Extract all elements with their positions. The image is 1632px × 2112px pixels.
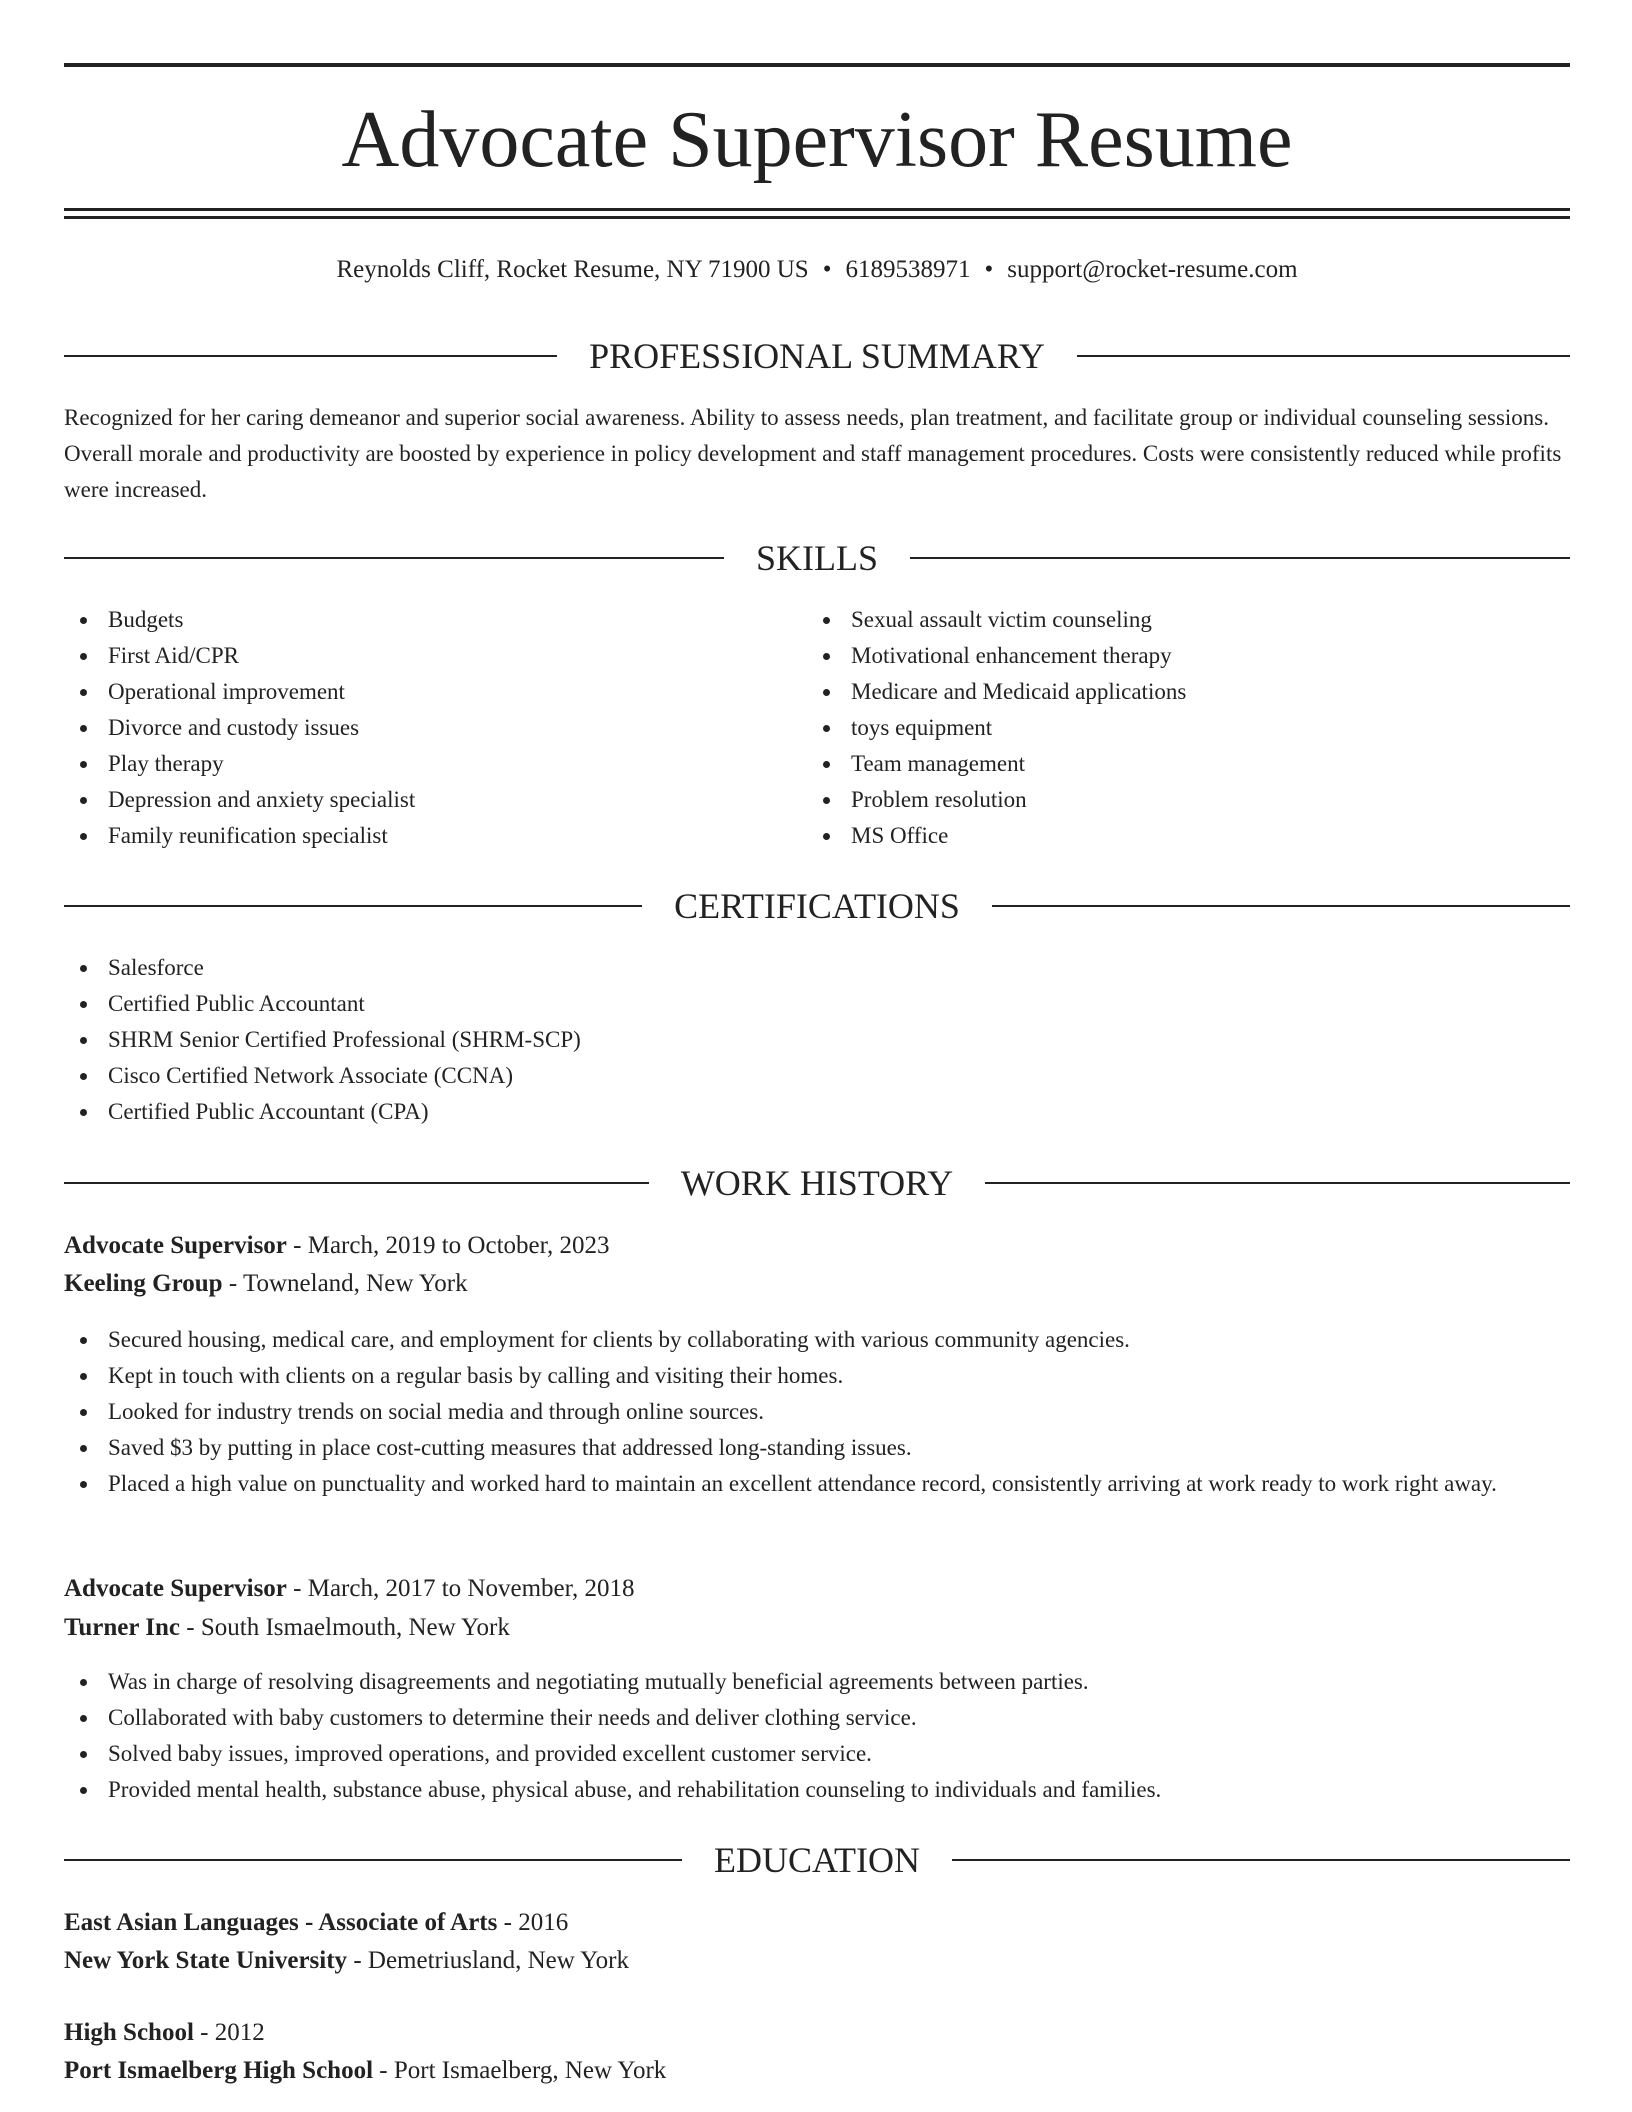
education-degree-line [64,1904,1570,1942]
heading-rule [992,905,1570,907]
contact-phone: 6189538971 [845,256,971,283]
summary-text: Recognized for her caring demeanor and superior social awareness. Ability to assess needs, plan treatment, and facilitate group or individual counseling sessions. Overall morale and productivity are boosted by experience in policy development and staff management procedures. Costs were consistently reduced while profits were increased. [64,405,1562,502]
education-school: Port Ismaelberg High School [64,2057,374,2084]
job-bullet: Was in charge of resolving disagreements and negotiating mutually beneficial agreements between parties. [64,1664,1570,1700]
section-heading-education [64,1838,1570,1882]
certification-item: Salesforce [64,950,1570,986]
skill-item: Operational improvement [64,674,804,710]
education-degree-line [64,2014,1570,2052]
resume-title: Advocate Supervisor Resume [341,96,1293,184]
education-degree: East Asian Languages - Associate of Arts [64,1909,498,1936]
job-bullet: Collaborated with baby customers to determine their needs and deliver clothing service. [64,1700,1570,1736]
job-title: Advocate Supervisor [64,1575,287,1602]
heading-rule [952,1859,1570,1861]
job-company: Turner Inc [64,1614,181,1641]
job-bullets [64,1322,1570,1502]
top-rule [64,63,1570,67]
heading-rule [64,355,557,357]
heading-rule [64,1182,649,1184]
job-company-line [64,1609,1570,1647]
job-bullets [64,1664,1570,1808]
skill-item: toys equipment [807,710,1567,746]
job-bullet: Provided mental health, substance abuse, physical abuse, and rehabilitation counseling to individuals and families. [64,1772,1570,1808]
section-heading-summary [64,334,1570,378]
job-bullet: Looked for industry trends on social media and through online sources. [64,1394,1570,1430]
skill-item: Divorce and custody issues [64,710,804,746]
skill-item: Family reunification specialist [64,818,804,854]
section-heading-skills [64,536,1570,580]
title-rule-lower [64,216,1570,219]
job-title-line [64,1570,1570,1608]
skill-item: Problem resolution [807,782,1567,818]
heading-rule [64,905,642,907]
education-location: - Demetriusland, New York [347,1947,629,1974]
job-dates: - March, 2019 to October, 2023 [286,1232,610,1259]
job-bullet: Kept in touch with clients on a regular basis by calling and visiting their homes. [64,1358,1570,1394]
section-title: EDUCATION [714,1840,920,1880]
skill-item: MS Office [807,818,1567,854]
contact-address: Reynolds Cliff, Rocket Resume, NY 71900 US [336,256,809,283]
contact-separator: • [822,256,832,283]
section-title: SKILLS [756,538,879,578]
job-bullet: Saved $3 by putting in place cost-cutting measures that addressed long-standing issues. [64,1430,1570,1466]
education-degree: High School [64,2019,194,2046]
education-school-line [64,1942,1570,1980]
skill-item: Team management [807,746,1567,782]
skill-item: First Aid/CPR [64,638,804,674]
job-bullet: Placed a high value on punctuality and worked hard to maintain an excellent attendance record, consistently arriving at work ready to work right away. [64,1466,1570,1502]
heading-rule [64,1859,682,1861]
title-rule-upper [64,208,1570,211]
education-year: - 2012 [193,2019,265,2046]
certification-item: Certified Public Accountant [64,986,1570,1022]
heading-rule [985,1182,1570,1184]
heading-rule [64,557,724,559]
education-school-line [64,2052,1570,2090]
skill-item: Sexual assault victim counseling [807,602,1567,638]
section-heading-work-history [64,1161,1570,1205]
job-title-line [64,1227,1570,1265]
certifications-list [64,950,1570,1130]
skill-item: Motivational enhancement therapy [807,638,1567,674]
skills-list-left [64,602,804,854]
job-dates: - March, 2017 to November, 2018 [286,1575,635,1602]
job-location: - South Ismaelmouth, New York [180,1614,510,1641]
section-title: CERTIFICATIONS [674,886,960,926]
heading-rule [1077,355,1570,357]
job-title: Advocate Supervisor [64,1232,287,1259]
heading-rule [910,557,1570,559]
skill-item: Medicare and Medicaid applications [807,674,1567,710]
job-bullet: Solved baby issues, improved operations, and provided excellent customer service. [64,1736,1570,1772]
skill-item: Budgets [64,602,804,638]
section-heading-certifications [64,884,1570,928]
contact-line [64,254,1570,286]
job-company-line [64,1265,1570,1303]
section-title: PROFESSIONAL SUMMARY [589,336,1045,376]
job-company: Keeling Group [64,1270,223,1297]
education-year: - 2016 [497,1909,569,1936]
section-title: WORK HISTORY [680,1163,954,1203]
contact-separator: • [984,256,994,283]
certification-item: Certified Public Accountant (CPA) [64,1094,1570,1130]
contact-email: support@rocket-resume.com [1007,256,1298,283]
skill-item: Play therapy [64,746,804,782]
skill-item: Depression and anxiety specialist [64,782,804,818]
education-location: - Port Ismaelberg, New York [373,2057,667,2084]
skills-list-right [807,602,1567,854]
education-school: New York State University [64,1947,348,1974]
certification-item: Cisco Certified Network Associate (CCNA) [64,1058,1570,1094]
certification-item: SHRM Senior Certified Professional (SHRM-SCP) [64,1022,1570,1058]
job-location: - Towneland, New York [222,1270,468,1297]
job-bullet: Secured housing, medical care, and employment for clients by collaborating with various community agencies. [64,1322,1570,1358]
